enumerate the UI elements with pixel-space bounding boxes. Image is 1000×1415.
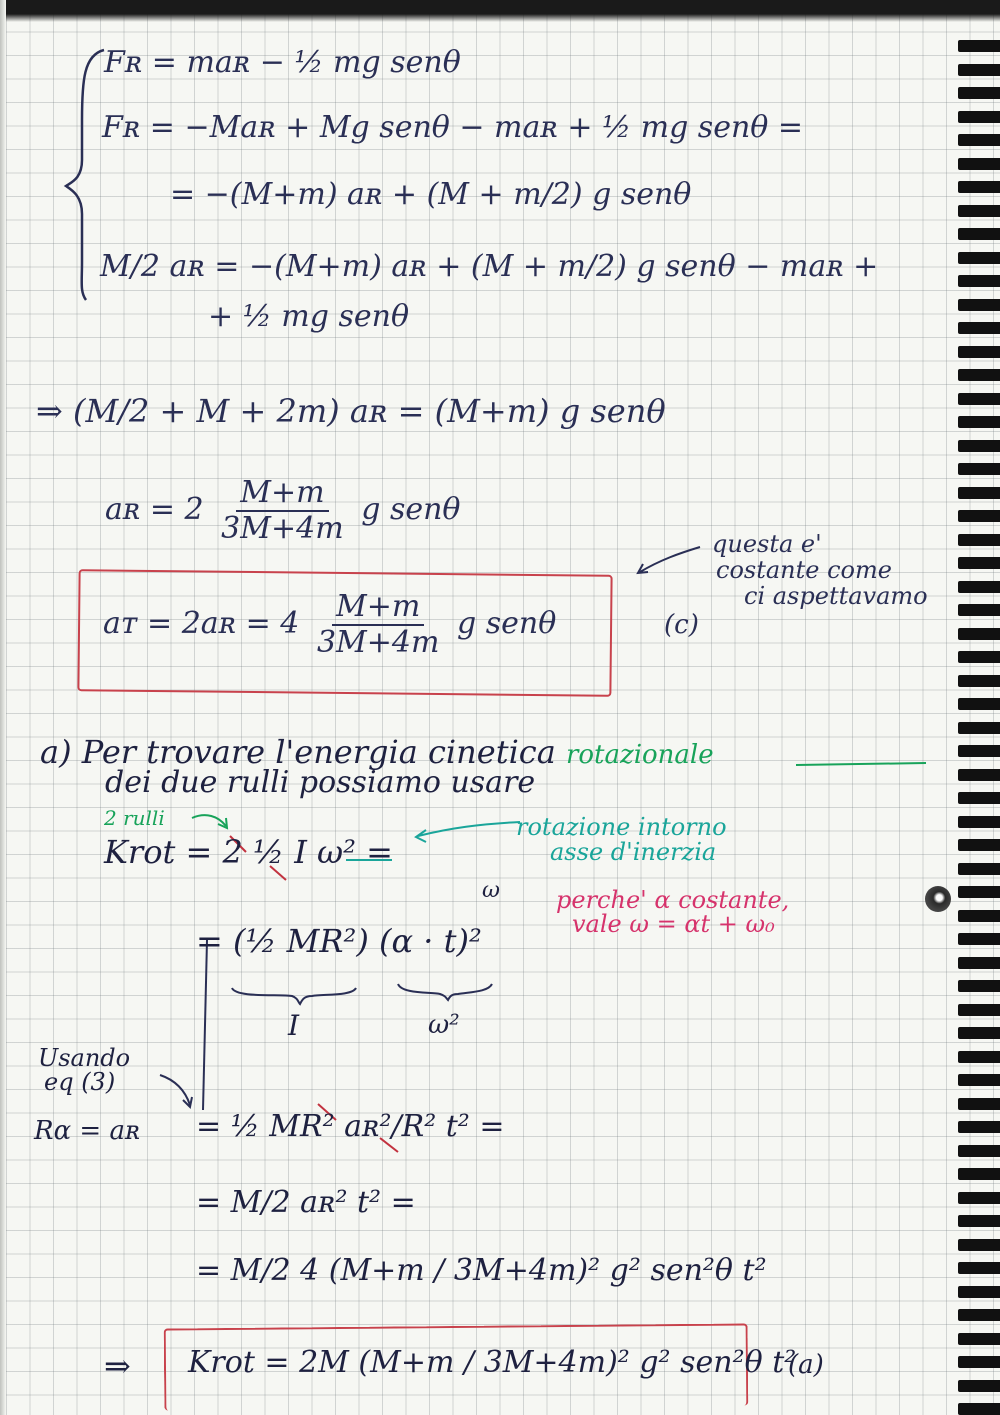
label-c: (c) — [664, 610, 699, 640]
alpha-constant-note-2: vale ω = αt + ω₀ — [572, 910, 775, 938]
ar-numerator: M+m — [236, 478, 328, 512]
constant-note-1: questa e' — [712, 530, 822, 558]
system-line-3: = −(M+m) aʀ + (M + m/2) g senθ — [170, 177, 692, 212]
note-arrow — [640, 547, 700, 572]
underbrace-I — [232, 988, 356, 1004]
side-note-1: Usando — [38, 1044, 131, 1072]
side-note-3: Rα = aʀ — [34, 1116, 141, 1146]
system-brace — [66, 50, 104, 300]
rulli-note: 2 rulli — [104, 806, 165, 830]
part-a-marker: a) — [40, 733, 72, 771]
constant-note-2: costante come — [716, 556, 892, 584]
underbrace-label-w2: ω² — [428, 1010, 460, 1040]
rotation-note-2: asse d'inerzia — [550, 838, 717, 866]
system-line-2: Fʀ = −Maʀ + Mg senθ − maʀ + ½ mg senθ = — [102, 110, 804, 145]
ar-fraction — [217, 475, 347, 546]
label-a: (a) — [788, 1350, 824, 1380]
side-note-2: eq (3) — [44, 1068, 116, 1096]
krot-definition: Krot = 2 ½ I ω² = — [104, 833, 393, 871]
underbrace-w2 — [398, 984, 492, 1000]
at-denominator: 3M+4m — [316, 625, 440, 660]
ar-lhs: aʀ = 2 — [105, 492, 204, 527]
implies-equation: ⇒ (M/2 + M + 2m) aʀ = (M+m) g senθ — [36, 392, 666, 430]
system-line-1: Fʀ = maʀ − ½ mg senθ — [104, 45, 461, 80]
constant-note-3: ci aspettavamo — [744, 582, 928, 610]
alpha-constant-note-1: perche' α costante, — [556, 886, 790, 914]
rotazionale-word: rotazionale — [565, 740, 714, 770]
step-4: = M/2 4 (M+m / 3M+4m)² g² sen²θ t² — [196, 1253, 767, 1288]
rotazionale-underline — [796, 763, 926, 765]
ar-result — [105, 475, 461, 546]
system-line-5: + ½ mg senθ — [208, 299, 410, 334]
at-numerator: M+m — [332, 592, 424, 626]
at-result — [103, 589, 557, 660]
omega-label: ω — [482, 878, 500, 903]
step-3: = M/2 aʀ² t² = — [196, 1185, 416, 1220]
intro-text: Per trovare l'energia cinetica — [81, 733, 556, 771]
step-1: = (½ MR²) (α · t)² — [196, 922, 482, 960]
at-fraction — [313, 589, 443, 660]
system-line-4: M/2 aʀ = −(M+m) aʀ + (M + m/2) g senθ − maʀ + — [100, 249, 879, 284]
at-lhs: aᴛ = 2aʀ = 4 — [103, 606, 300, 641]
ar-rhs: g senθ — [361, 492, 461, 527]
rotation-note-1: rotazione intorno — [516, 813, 727, 841]
final-implies: ⇒ — [104, 1347, 131, 1385]
at-rhs: g senθ — [456, 606, 557, 641]
part-a-intro-line-2: dei due rulli possiamo usare — [105, 765, 536, 800]
underbrace-label-I: I — [288, 1009, 300, 1042]
step-guide-line — [203, 940, 207, 1110]
step-2: = ½ MR² aʀ²/R² t² = — [196, 1109, 505, 1144]
ar-denominator: 3M+4m — [221, 511, 344, 546]
krot-final: Krot = 2M (M+m / 3M+4m)² g² sen²θ t² — [188, 1345, 797, 1380]
side-note-arrow — [160, 1075, 190, 1105]
rotation-note-arrow — [418, 822, 520, 836]
part-a-intro-line-1 — [40, 733, 714, 771]
